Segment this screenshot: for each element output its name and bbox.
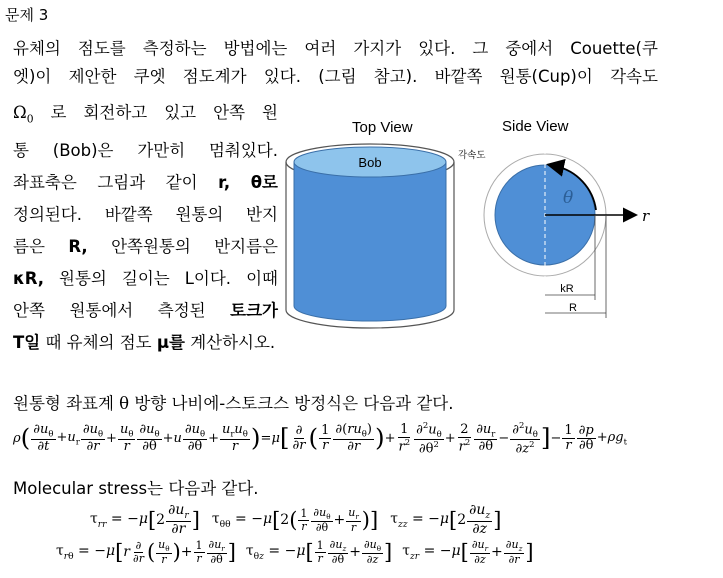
text-line-2: 엣)이 제안한 쿠엣 점도계가 있다. (그림 참고). 바깥쪽 원통(Cup)이 각속도 xyxy=(13,67,658,86)
text-line-10: T일 때 유체의 점도 μ를 계산하시오. xyxy=(13,333,276,353)
top-view-label: Top View xyxy=(352,119,413,136)
kR-label: kR xyxy=(560,283,574,295)
text-line-9: 안쪽 원통에서 측정된 토크가 xyxy=(13,301,278,321)
stress-equations-row-1: $\tau_{rr} = -\mu$ [ 2 $\frac{\partial u_r}{\partial r}$ ] $\tau_{\theta\theta} = -\mu$ [ 2 ( $\frac{1}{r}$ $\frac{\partial u_\theta}{\partial\theta}$ + $\frac{u_r}{r}$ ) ] $\tau_{zz} = -\mu$ [ 2 $\frac{\partial u_z}{\partial z}$ ] xyxy=(90,502,502,538)
navier-stokes-heading: 원통형 좌표계 θ 방향 나비에-스토크스 방정식은 다음과 같다. xyxy=(13,394,454,413)
molecular-stress-heading: Molecular stress는 다음과 같다. xyxy=(13,479,259,498)
r-label: r xyxy=(642,207,650,225)
R-label: R xyxy=(569,302,577,314)
side-view-label: Side View xyxy=(502,118,569,135)
couette-viscometer-figure xyxy=(280,110,680,335)
navier-stokes-equation: ρ ( $\frac{\partial u_\theta}{\partial t}$ $+u_r$ $\frac{\partial u_\theta}{\partial r}$ + $\frac{u_\theta}{r}$ $\frac{\partial u_\theta}{\partial\theta}$ +u $\frac{\partial u_\theta}{\partial\theta}$ + $\frac{u_ru_\theta}{r}$ ) = μ [ $\frac{\partial}{\partial r}$ ( $\frac{1}{r}$ $\frac{\partial(ru_\theta)}{\partial r}$ ) + $\frac{1}{r^2}$ $\frac{\partial^2u_\theta}{\partial\theta^2}$ + $\frac{2}{r^2}$ $\frac{\partial u_r}{\partial\theta}$ − $\frac{\partial^2u_\theta}{\partial z^2}$ ] − $\frac{1}{r}$ $\frac{\partial p}{\partial\theta}$ $+\rho g_t$ xyxy=(13,420,627,457)
problem-title: 문제 3 xyxy=(5,6,49,24)
text-line-7: 름은 R, 안쪽원통의 반지름은 xyxy=(13,237,278,257)
problem-text xyxy=(13,38,658,88)
problem-text-column xyxy=(13,102,278,354)
bob-label: Bob xyxy=(358,155,382,170)
text-line-5: 좌표축은 그림과 같이 r, θ로 xyxy=(13,173,278,193)
bob-cylinder xyxy=(294,147,446,321)
text-line-3: $\Omega_0$ 로 회전하고 있고 안쪽 원 xyxy=(13,103,278,126)
text-line-6: 정의된다. 바깥쪽 원통의 반지 xyxy=(13,205,278,225)
text-line-4: 통 (Bob)은 가만히 멈춰있다. xyxy=(13,141,278,161)
angular-velocity-label: 각속도 xyxy=(458,150,486,161)
text-line-8: κR, 원통의 길이는 L이다. 이때 xyxy=(13,269,278,289)
text-line-1: 유체의 점도를 측정하는 방법에는 여러 가지가 있다. 그 중에서 Couette(쿠 xyxy=(13,39,658,58)
stress-equations-row-2: $\tau_{r\theta} = -\mu$ [ r $\frac{\partial}{\partial r}$ ( $\frac{u_\theta}{r}$ ) + $\frac{1}{r}$ $\frac{\partial u_r}{\partial\theta}$ ] $\tau_{\theta z} = -\mu$ [ $\frac{1}{r}$ $\frac{\partial u_z}{\partial\theta}$ + $\frac{\partial u_\theta}{\partial z}$ ] $\tau_{zr} = -\mu$ [ $\frac{\partial u_r}{\partial z}$ + $\frac{\partial u_z}{\partial r}$ ] xyxy=(56,538,534,566)
theta-label: θ xyxy=(563,188,574,208)
